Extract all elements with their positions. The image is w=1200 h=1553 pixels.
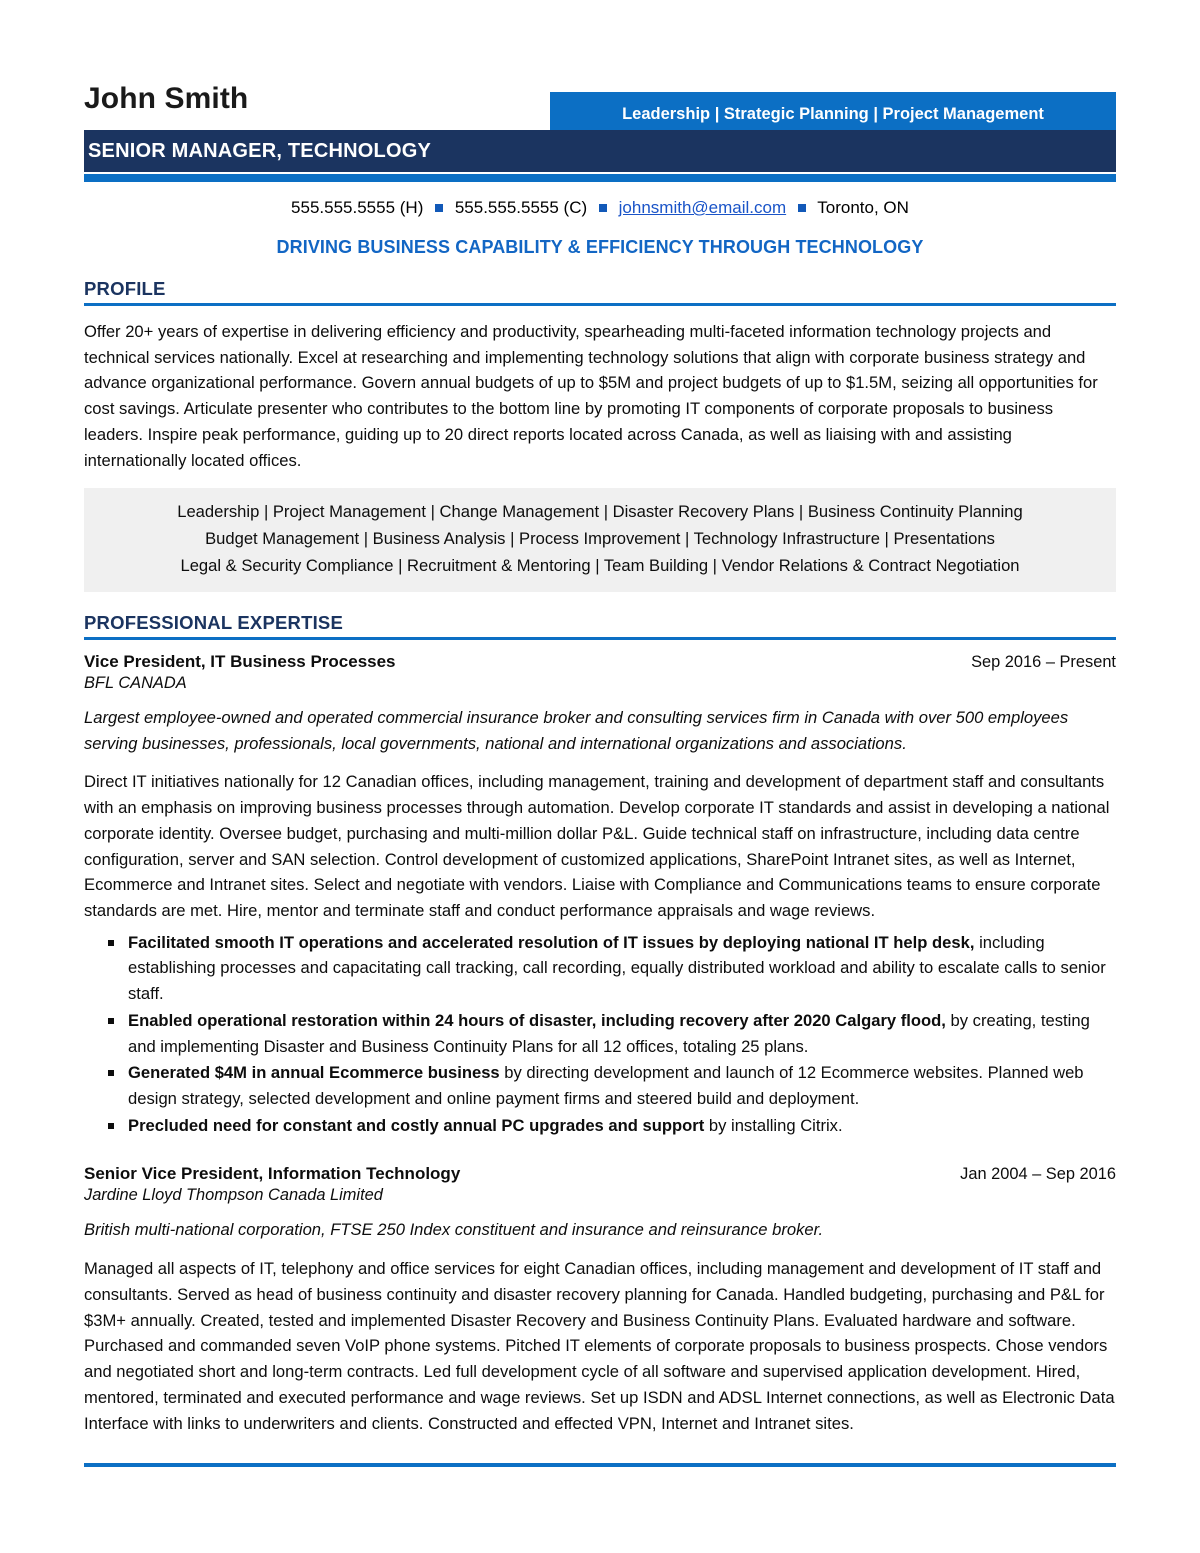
achievement-highlight: Generated $4M in annual Ecommerce business bbox=[128, 1063, 500, 1083]
resume-content bbox=[84, 0, 1116, 1467]
location-text: Toronto, ON bbox=[817, 198, 909, 217]
experience-company: BFL CANADA bbox=[84, 673, 187, 692]
achievement-highlight: Enabled operational restoration within 24 hours of disaster, including recovery after 2020 Calgary flood, bbox=[128, 1010, 946, 1030]
job-title-bar bbox=[84, 130, 1116, 172]
experience-title: Senior Vice President, Information Technology bbox=[84, 1164, 461, 1184]
achievement-detail: by directing development and launch of 12 Ecommerce websites. Planned web design strategy, selected development and online payment firms and steered build and deployment. bbox=[128, 1063, 1084, 1109]
tagline-text: Leadership | Strategic Planning | Project Management bbox=[622, 104, 1044, 123]
experience-entry bbox=[84, 652, 1116, 1139]
square-separator-icon bbox=[798, 204, 806, 212]
list-item bbox=[84, 1113, 1116, 1139]
experience-company: Jardine Lloyd Thompson Canada Limited bbox=[84, 1186, 383, 1205]
phone-cell: 555.555.5555 (C) bbox=[454, 198, 588, 217]
email-link[interactable]: johnsmith@email.com bbox=[618, 198, 787, 217]
square-separator-icon bbox=[599, 204, 607, 212]
header-accent-bar bbox=[84, 174, 1116, 182]
core-competencies-box bbox=[84, 488, 1116, 592]
experience-dates: Jan 2004 – Sep 2016 bbox=[960, 1165, 1116, 1184]
experience-entry bbox=[84, 1164, 1116, 1436]
achievement-highlight: Precluded need for constant and costly annual PC upgrades and support bbox=[128, 1115, 705, 1135]
profile-paragraph: Offer 20+ years of expertise in delivering efficiency and productivity, spearheading multi-faceted information technology projects and technical services nationally. Excel at researching and implementing technology solutions that align with corporate business strategy and advance organizational performance. Govern annual budgets of up to $5M and project budgets of up to $1.5M, seizing all opportunities for cost savings. Articulate presenter who contributes to the bottom line by promoting IT components of corporate proposals to business leaders. Inspire peak performance, guiding up to 20 direct reports located across Canada, as well as liaising with and assisting internationally located offices. bbox=[84, 321, 1098, 470]
achievement-highlight: Facilitated smooth IT operations and accelerated resolution of IT issues by deploying national IT help desk, bbox=[128, 932, 975, 952]
experience-company-blurb: Largest employee-owned and operated commercial insurance broker and consulting services firm in Canada with over 500 employees serving businesses, professionals, local governments, national and international organizations and associations. bbox=[84, 707, 1069, 753]
experience-header-row bbox=[84, 1164, 1116, 1184]
experience-header-row bbox=[84, 652, 1116, 672]
list-item bbox=[84, 930, 1116, 1007]
job-title-text: SENIOR MANAGER, TECHNOLOGY bbox=[88, 139, 431, 162]
experience-description: Managed all aspects of IT, telephony and office services for eight Canadian offices, including management and development of IT staff and consultants. Served as head of business continuity and disaster recovery planning for Canada. Handled budgeting, purchasing and P&L for $3M+ annually. Created, tested and implemented Disaster Recovery and Business Continuity Plans. Evaluated hardware and software. Purchased and commanded seven VoIP phone systems. Pitched IT elements of corporate proposals to business prospects. Chose vendors and negotiated short and long-term contracts. Led full development cycle of all software and supervised application development. Hired, mentored, terminated and executed performance and wage reviews. Set up ISDN and ADSL Internet connections, as well as Electronic Data Interface with links to underwriters and clients. Constructed and effected VPN, Internet and Intranet sites. bbox=[84, 1259, 1115, 1433]
achievement-detail: by creating, testing and implementing Disaster and Business Continuity Plans for all 12 offices, totaling 25 plans. bbox=[128, 1010, 1090, 1056]
square-separator-icon bbox=[435, 204, 443, 212]
list-item bbox=[84, 1008, 1116, 1059]
achievement-detail: by installing Citrix. bbox=[704, 1115, 843, 1135]
experience-dates: Sep 2016 – Present bbox=[971, 652, 1116, 671]
list-item bbox=[84, 1060, 1116, 1111]
page-title: John Smith bbox=[84, 82, 249, 115]
competency-line-3: Legal & Security Compliance | Recruitment & Mentoring | Team Building | Vendor Relations & Contract Negotiation bbox=[180, 555, 1020, 575]
phone-home: 555.555.5555 (H) bbox=[291, 198, 424, 217]
experience-title: Vice President, IT Business Processes bbox=[84, 651, 396, 671]
section-heading-profile: PROFILE bbox=[84, 277, 166, 299]
resume-header bbox=[84, 74, 1116, 182]
page-bottom-rule bbox=[84, 1463, 1116, 1467]
competency-line-1: Leadership | Project Management | Change Management | Disaster Recovery Plans | Business Continuity Planning bbox=[177, 502, 1023, 522]
headline: DRIVING BUSINESS CAPABILITY & EFFICIENCY THROUGH TECHNOLOGY bbox=[276, 236, 924, 257]
contact-line bbox=[84, 196, 1116, 220]
experience-description: Direct IT initiatives nationally for 12 Canadian offices, including management, training and development of department staff and consultants with an emphasis on improving business processes through automation. Develop corporate IT standards and assist in developing a national corporate identity. Oversee budget, purchasing and multi-million dollar P&L. Guide technical staff on infrastructure, including data centre configuration, server and SAN selection. Control development of customized applications, SharePoint Intranet sites, as well as Internet, Ecommerce and Intranet sites. Select and negotiate with vendors. Liaise with Compliance and Communications teams to ensure corporate standards are met. Hire, mentor and terminate staff and conduct performance appraisals and wage reviews. bbox=[84, 772, 1110, 921]
competency-line-2: Budget Management | Business Analysis | Process Improvement | Technology Infrastructure | Presentations bbox=[205, 529, 995, 549]
section-rule bbox=[84, 303, 1116, 306]
section-heading-expertise: PROFESSIONAL EXPERTISE bbox=[84, 611, 344, 633]
experience-company-blurb: British multi-national corporation, FTSE 250 Index constituent and insurance and reinsurance broker. bbox=[84, 1220, 824, 1240]
experience-achievements bbox=[84, 930, 1116, 1139]
section-rule bbox=[84, 637, 1116, 640]
achievement-detail: including establishing processes and capacitating call tracking, call recording, equally distributed workload and ability to escalate calls to senior staff. bbox=[128, 932, 1106, 1004]
